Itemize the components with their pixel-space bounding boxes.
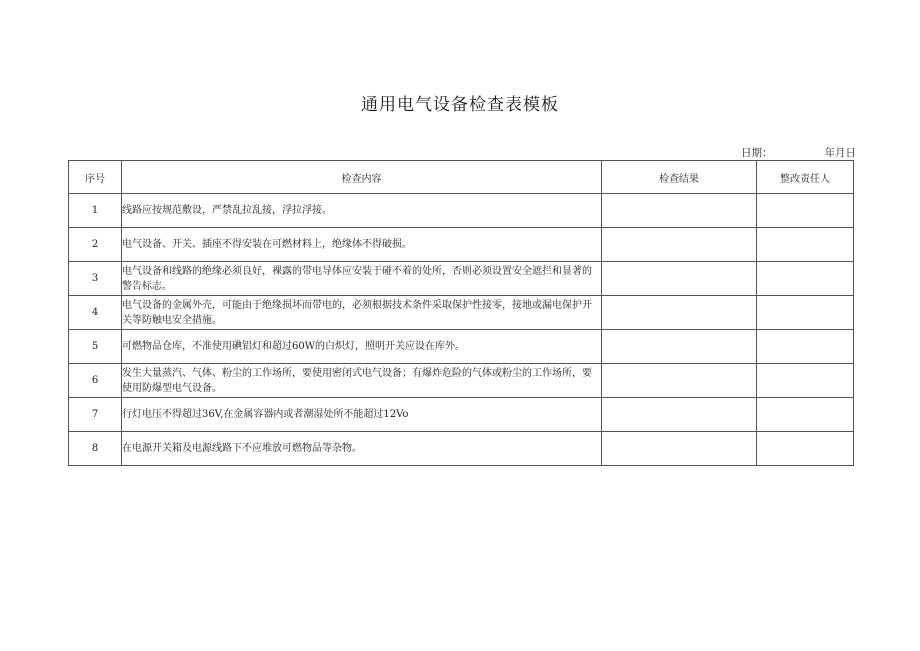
inspection-table [68, 160, 854, 466]
row-result-cell[interactable] [602, 262, 757, 296]
table-row [69, 364, 854, 398]
row-responsible-cell[interactable] [757, 228, 854, 262]
row-responsible-cell[interactable] [757, 432, 854, 466]
table-row [69, 432, 854, 466]
date-line [741, 145, 856, 160]
row-result-cell[interactable] [602, 432, 757, 466]
row-number: 7 [69, 398, 122, 432]
row-responsible-cell[interactable] [757, 398, 854, 432]
table-row [69, 262, 854, 296]
row-content: 行灯电压不得超过36V,在金属容器内或者潮湿处所不能超过12Vo [122, 398, 602, 432]
row-number: 4 [69, 296, 122, 330]
row-content: 发生大量蒸汽、气体、粉尘的工作场所，要使用密闭式电气设备；有爆炸危险的气体或粉尘的工作场所，要使用防爆型电气设备。 [122, 364, 602, 398]
row-responsible-cell[interactable] [757, 194, 854, 228]
header-content: 检查内容 [122, 161, 602, 194]
table-row [69, 296, 854, 330]
row-result-cell[interactable] [602, 296, 757, 330]
row-number: 8 [69, 432, 122, 466]
row-responsible-cell[interactable] [757, 364, 854, 398]
table-row [69, 398, 854, 432]
row-responsible-cell[interactable] [757, 330, 854, 364]
row-content: 电气设备和线路的绝缘必须良好，裸露的带电导体应安装于碰不着的处所，否则必须设置安全遮拦和显著的警告标志。 [122, 262, 602, 296]
row-content: 线路应按规范敷设，严禁乱拉乱接，浮拉浮接。 [122, 194, 602, 228]
row-number: 6 [69, 364, 122, 398]
row-content: 电气设备的金属外壳，可能由于绝缘损坏而带电的，必须根据技术条件采取保护性接零，接地或漏电保护开关等防触电安全措施。 [122, 296, 602, 330]
header-result: 检查结果 [602, 161, 757, 194]
header-no: 序号 [69, 161, 122, 194]
row-result-cell[interactable] [602, 330, 757, 364]
row-number: 3 [69, 262, 122, 296]
table-row [69, 194, 854, 228]
row-number: 5 [69, 330, 122, 364]
row-content: 电气设备、开关、插座不得安装在可燃材料上，绝缘体不得破损。 [122, 228, 602, 262]
row-result-cell[interactable] [602, 228, 757, 262]
table-row [69, 228, 854, 262]
row-responsible-cell[interactable] [757, 262, 854, 296]
row-result-cell[interactable] [602, 398, 757, 432]
row-result-cell[interactable] [602, 194, 757, 228]
row-number: 2 [69, 228, 122, 262]
table-header-row [69, 161, 854, 194]
row-number: 1 [69, 194, 122, 228]
row-responsible-cell[interactable] [757, 296, 854, 330]
row-result-cell[interactable] [602, 364, 757, 398]
header-responsible: 整改责任人 [757, 161, 854, 194]
row-content: 可燃物品仓库，不准使用碘铝灯和超过60W的白炽灯，照明开关应设在库外。 [122, 330, 602, 364]
page-title: 通用电气设备检查表模板 [361, 95, 559, 115]
row-content: 在电源开关箱及电源线路下不应堆放可燃物品等杂物。 [122, 432, 602, 466]
date-value: 年月日 [824, 147, 856, 159]
date-label: 日期： [741, 147, 773, 159]
table-row [69, 330, 854, 364]
